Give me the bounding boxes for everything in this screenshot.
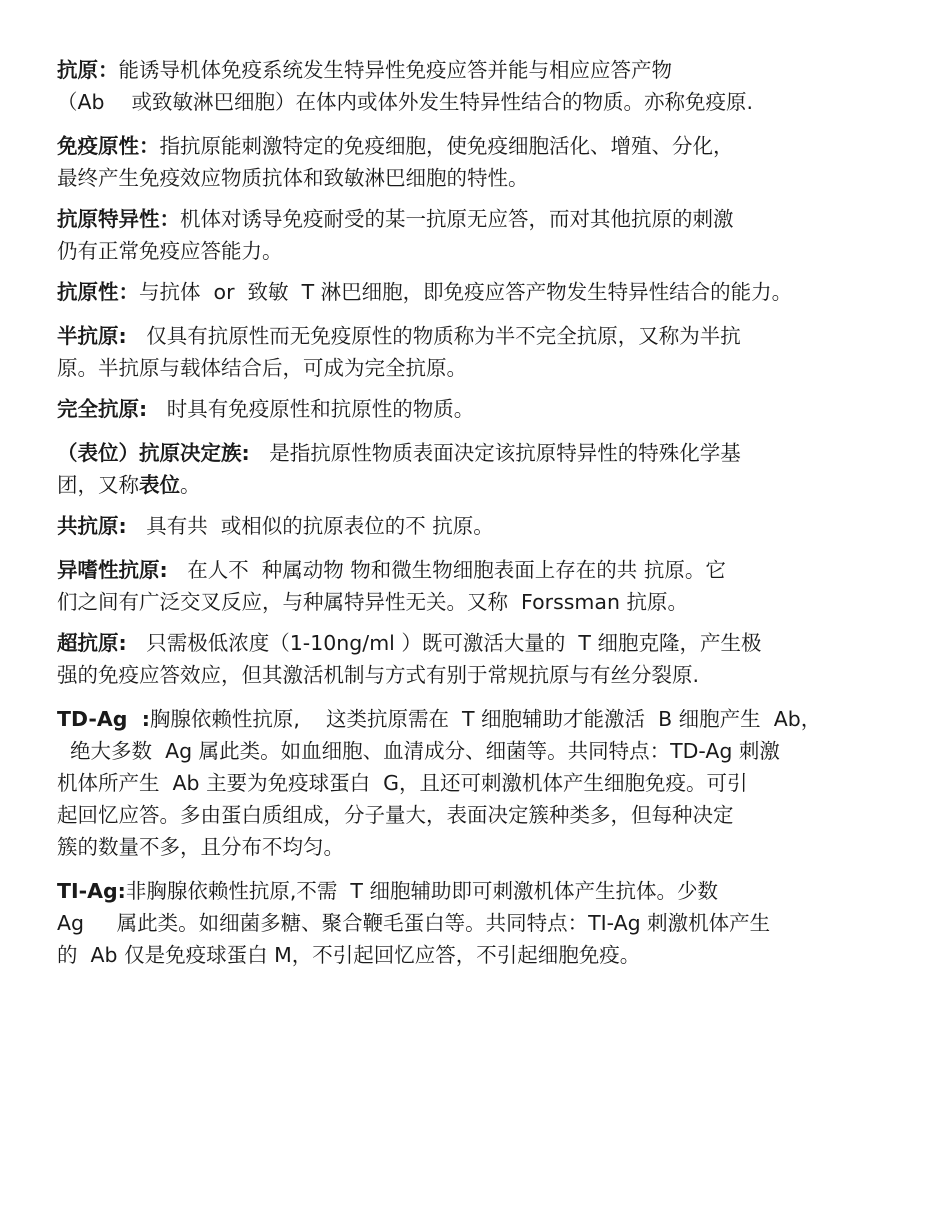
definition-text: 是指抗原性物质表面决定该抗原特异性的特殊化学基	[249, 441, 741, 465]
line	[57, 320, 920, 352]
term-immunogenicity: 免疫原性：	[57, 134, 160, 158]
definition-text: 绝大多数 Ag 属此类。如血细胞、血清成分、细菌等。共同特点：TD-Ag 刺激	[57, 739, 780, 763]
term-heterophilic-antigen: 异嗜性抗原:	[57, 558, 168, 582]
line	[57, 203, 920, 235]
definition-text: 机体所产生 Ab 主要为免疫球蛋白 G，且还可刺激机体产生细胞免疫。可引	[57, 771, 748, 795]
definition-text: 能诱导机体免疫系统发生特异性免疫应答并能与相应应答产物	[118, 58, 672, 82]
entry-immunogenicity	[57, 130, 920, 194]
term-complete-antigen: 完全抗原:	[57, 397, 148, 421]
line	[57, 469, 920, 501]
definition-text: 的 Ab 仅是免疫球蛋白 M，不引起回忆应答，不引起细胞免疫。	[57, 943, 641, 967]
term-common-antigen: 共抗原:	[57, 514, 127, 538]
line	[57, 54, 920, 86]
definition-text: 机体对诱导免疫耐受的某一抗原无应答，而对其他抗原的刺激	[180, 207, 734, 231]
term-antigen-specificity: 抗原特异性：	[57, 207, 180, 231]
entry-common-antigen	[57, 510, 920, 542]
line	[57, 276, 920, 308]
definition-text: 时具有免疫原性和抗原性的物质。	[147, 397, 475, 421]
entry-antigen-specificity	[57, 203, 920, 267]
definition-text: 起回忆应答。多由蛋白质组成，分子量大，表面决定簇种类多，但每种决定	[57, 803, 734, 827]
term-ti-antigen: TI-Ag:	[57, 879, 126, 903]
definition-text: 与抗体 or 致敏 T 淋巴细胞，即免疫应答产物发生特异性结合的能力。	[139, 280, 793, 304]
definition-text: （Ab 或致敏淋巴细胞）在体内或体外发生特异性结合的物质。亦称免疫原.	[57, 90, 754, 114]
line	[57, 393, 920, 425]
term-epitope-alias: 表位	[139, 473, 180, 497]
line	[57, 437, 920, 469]
definition-text: 具有共 或相似的抗原表位的不 抗原。	[126, 514, 494, 538]
definition-text: 在人不 种属动物 物和微生物细胞表面上存在的共 抗原。它	[167, 558, 726, 582]
term-td-antigen: TD-Ag :	[57, 707, 150, 731]
definition-text: 只需极低浓度（1-10ng/ml ）既可激活大量的 T 细胞克隆，产生极	[126, 631, 762, 655]
definition-text: 胸腺依赖性抗原, 这类抗原需在 T 细胞辅助才能激活 B 细胞产生 Ab，	[149, 707, 822, 731]
definition-text: 们之间有广泛交叉反应，与种属特异性无关。又称 Forssman 抗原。	[57, 590, 688, 614]
entry-antigen	[57, 54, 920, 118]
entry-heterophilic-antigen	[57, 554, 920, 618]
definition-text: 最终产生免疫效应物质抗体和致敏淋巴细胞的特性。	[57, 166, 529, 190]
entry-complete-antigen	[57, 393, 920, 425]
definition-text: 仍有正常免疫应答能力。	[57, 239, 283, 263]
line	[57, 875, 920, 907]
term-superantigen: 超抗原:	[57, 631, 127, 655]
line	[57, 554, 920, 586]
term-hapten: 半抗原:	[57, 324, 127, 348]
definition-text: 原。半抗原与载体结合后，可成为完全抗原。	[57, 356, 467, 380]
definition-text: 团，又称	[57, 473, 139, 497]
term-antigenicity: 抗原性：	[57, 280, 139, 304]
definition-text: 。	[180, 473, 201, 497]
definition-text: 仅具有抗原性而无免疫原性的物质称为半不完全抗原，又称为半抗	[126, 324, 741, 348]
entry-hapten	[57, 320, 920, 384]
term-antigen: 抗原：	[57, 58, 119, 82]
entry-antigenicity	[57, 276, 920, 308]
entry-superantigen	[57, 627, 920, 691]
definition-text: 指抗原能刺激特定的免疫细胞，使免疫细胞活化、增殖、分化，	[159, 134, 734, 158]
line	[57, 627, 920, 659]
line	[57, 510, 920, 542]
line	[57, 130, 920, 162]
entry-ti-antigen	[57, 875, 920, 971]
line	[57, 703, 920, 735]
definition-text: 簇的数量不多，且分布不均匀。	[57, 835, 344, 859]
definition-text: 强的免疫应答效应，但其激活机制与方式有别于常规抗原与有丝分裂原.	[57, 663, 700, 687]
entry-epitope	[57, 437, 920, 501]
entry-td-antigen	[57, 703, 920, 863]
term-epitope: （表位）抗原决定族:	[57, 441, 250, 465]
definition-text: Ag 属此类。如细菌多糖、聚合鞭毛蛋白等。共同特点：TI-Ag 刺激机体产生	[57, 911, 771, 935]
definition-text: 非胸腺依赖性抗原,不需 T 细胞辅助即可刺激机体产生抗体。少数	[125, 879, 718, 903]
